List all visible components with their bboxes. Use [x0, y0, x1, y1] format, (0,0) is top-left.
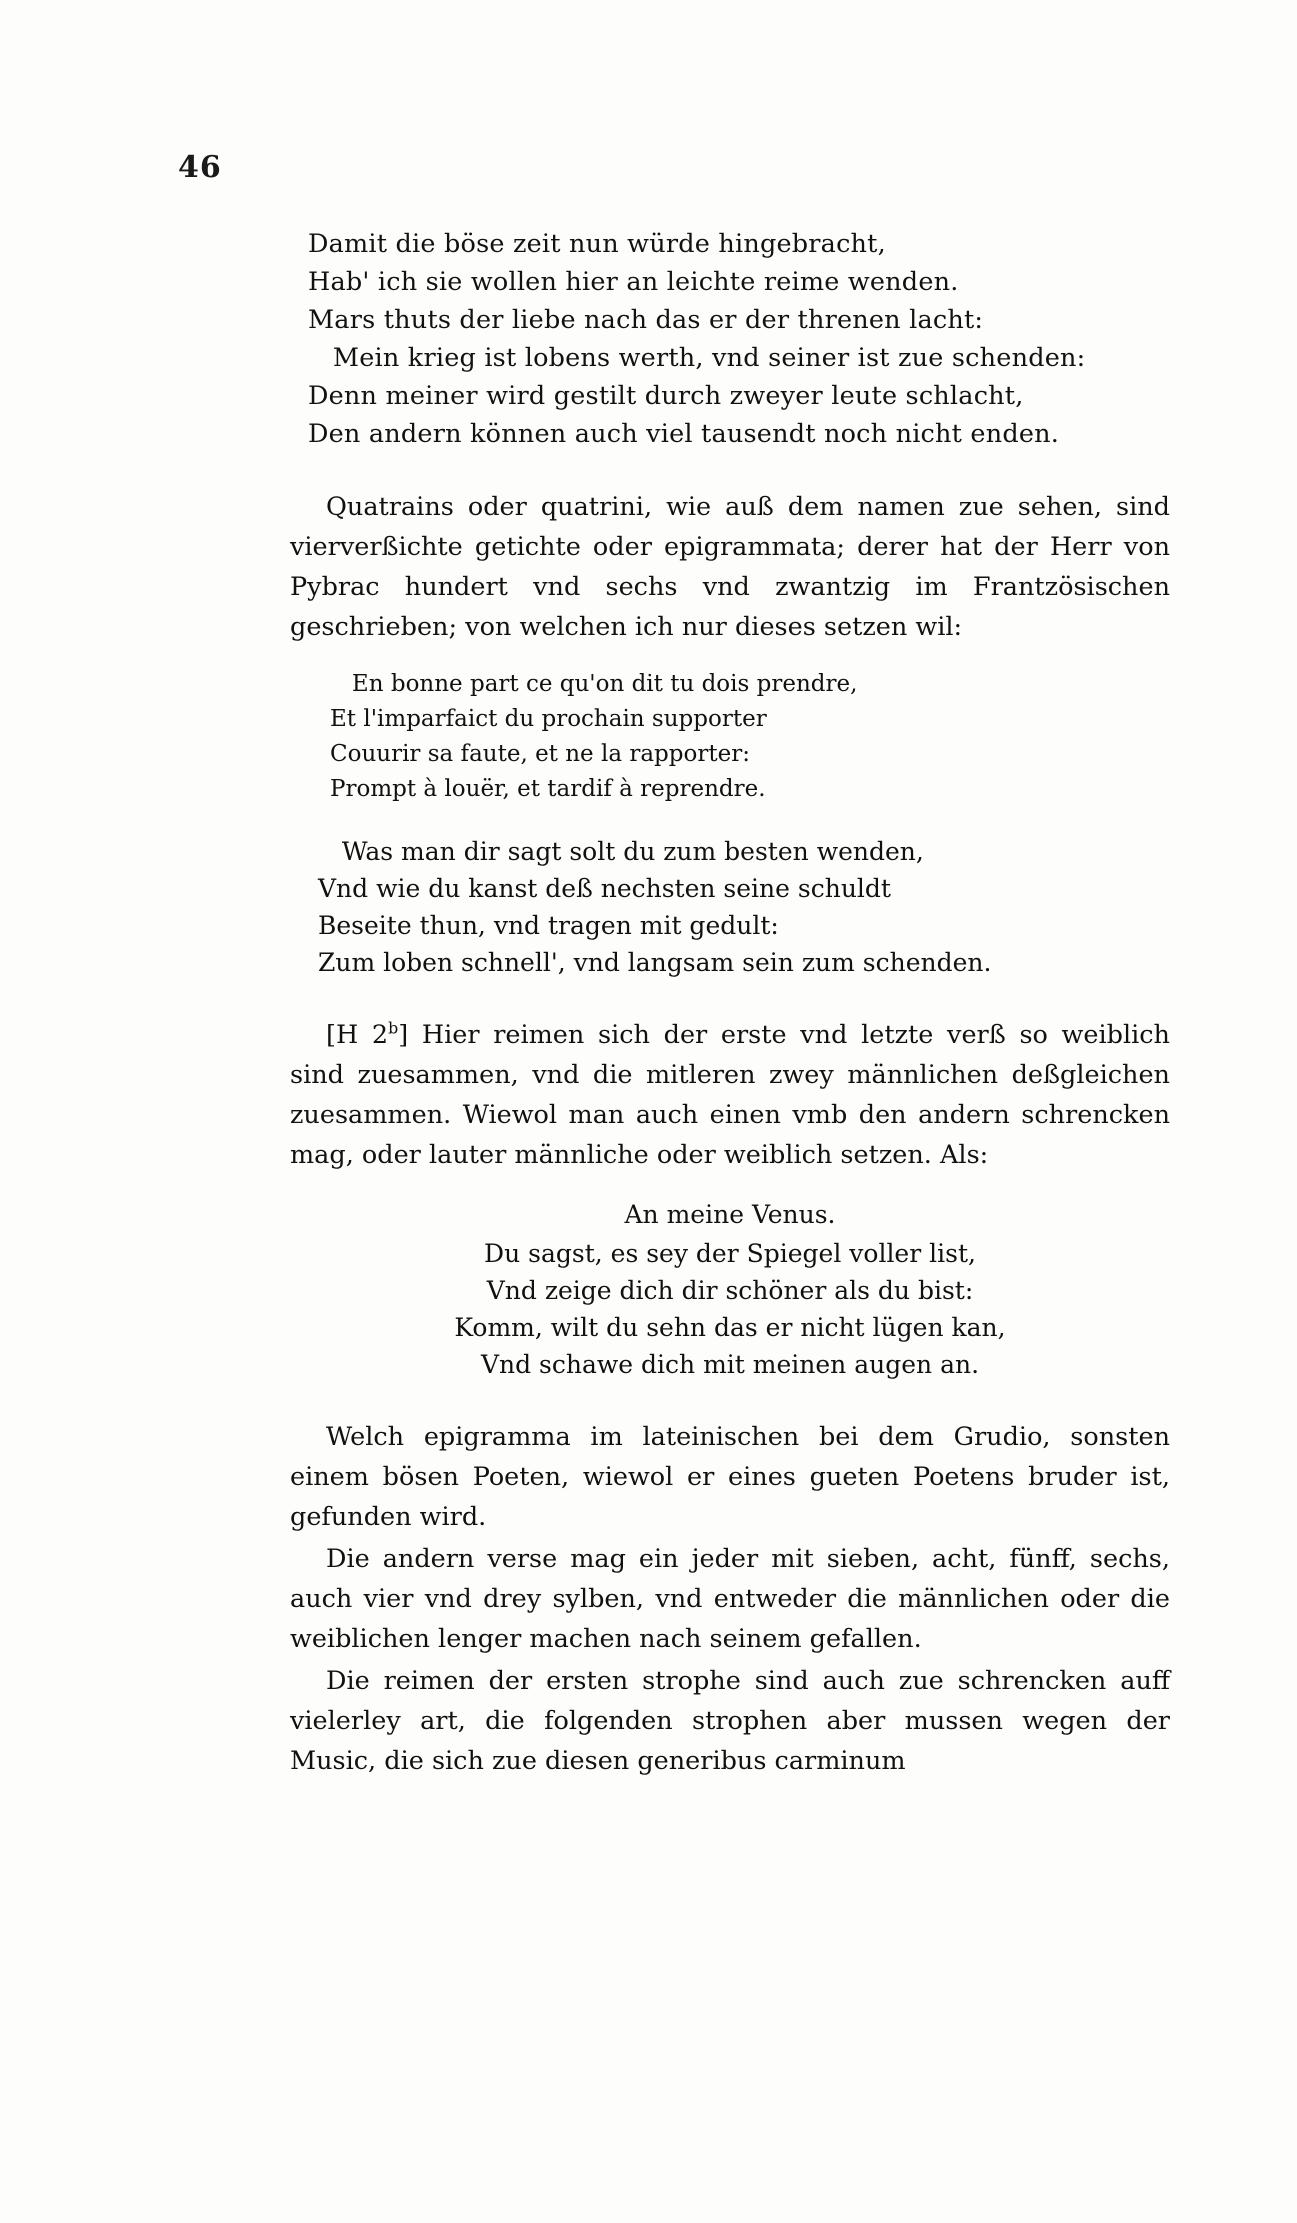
venus-poem: [290, 1235, 1170, 1383]
verse-line: Mein krieg ist lobens werth, vnd seiner ist zue schenden:: [308, 343, 1086, 373]
page-content: [290, 225, 1170, 1783]
spacer: [290, 461, 1170, 487]
paragraph-reimen-text: Hier reimen sich der erste vnd letzte verß so weiblich sind zuesammen, vnd die mitleren zwey männlichen deßgleichen zuesammen. Wiewol man auch einen vmb den andern schrencken mag, oder lauter männliche oder weiblich setzen. Als:: [290, 1020, 1170, 1170]
page-number: 46: [178, 150, 222, 185]
spacer: [290, 1391, 1170, 1417]
paragraph-reimen-strophe: Die reimen der ersten strophe sind auch zue schrencken auff vielerley art, die folgenden strophen aber mussen wegen der Music, die sich zue diesen generibus carminum: [290, 1666, 1170, 1776]
marginal-signature-close: ]: [398, 1020, 422, 1050]
verse-line: Vnd schawe dich mit meinen augen an.: [480, 1350, 980, 1379]
verse-line: Damit die böse zeit nun würde hingebracht,: [308, 229, 886, 259]
verse-line: Vnd wie du kanst deß nechsten seine schuldt: [318, 874, 891, 903]
german-quatrain: [318, 833, 1170, 981]
opening-verse: [308, 225, 1170, 453]
verse-line: Hab' ich sie wollen hier an leichte reime wenden.: [308, 267, 959, 297]
paragraph-welch: Welch epigramma im lateinischen bei dem Grudio, sonsten einem bösen Poeten, wiewol er eines gueten Poetens bruder ist, gefunden wird.: [290, 1422, 1170, 1532]
spacer: [290, 1177, 1170, 1195]
spacer: [290, 649, 1170, 667]
paragraph-andern-verse: Die andern verse mag ein jeder mit sieben, acht, fünff, sechs, auch vier vnd drey sylben, vnd entweder die männlichen oder die weiblichen lenger machen nach seinem gefallen.: [290, 1544, 1170, 1654]
verse-line: Den andern können auch viel tausendt noch nicht enden.: [308, 419, 1060, 449]
verse-line: En bonne part ce qu'on dit tu dois prendre,: [330, 671, 858, 697]
verse-line: Et l'imparfaict du prochain supporter: [330, 706, 767, 732]
venus-poem-title: An meine Venus.: [624, 1200, 836, 1229]
verse-line: Zum loben schnell', vnd langsam sein zum schenden.: [318, 948, 992, 977]
marginal-signature-sup: b: [388, 1018, 399, 1038]
verse-line: Was man dir sagt solt du zum besten wenden,: [318, 837, 924, 866]
verse-line: Denn meiner wird gestilt durch zweyer leute schlacht,: [308, 381, 1024, 411]
paragraph-quatrains: Quatrains oder quatrini, wie auß dem namen zue sehen, sind vierverßichte getichte oder epigrammata; derer hat der Herr von Pybrac hundert vnd sechs vnd zwantzig im Frantzösischen geschrieben; von welchen ich nur dieses setzen wil:: [290, 492, 1170, 642]
marginal-signature-open: [H 2: [326, 1020, 389, 1050]
verse-line: Komm, wilt du sehn das er nicht lügen kan,: [454, 1313, 1006, 1342]
verse-line: Beseite thun, vnd tragen mit gedult:: [318, 911, 779, 940]
verse-line: Du sagst, es sey der Spiegel voller list,: [484, 1239, 976, 1268]
paragraph-reimen: [290, 1015, 1170, 1175]
verse-line: Mars thuts der liebe nach das er der threnen lacht:: [308, 305, 984, 335]
verse-line: Prompt à louër, et tardif à reprendre.: [330, 776, 766, 802]
spacer: [290, 989, 1170, 1015]
verse-line: Couurir sa faute, et ne la rapporter:: [330, 741, 750, 767]
spacer: [290, 815, 1170, 833]
verse-line: Vnd zeige dich dir schöner als du bist:: [486, 1276, 974, 1305]
french-quatrain: [330, 667, 1170, 807]
